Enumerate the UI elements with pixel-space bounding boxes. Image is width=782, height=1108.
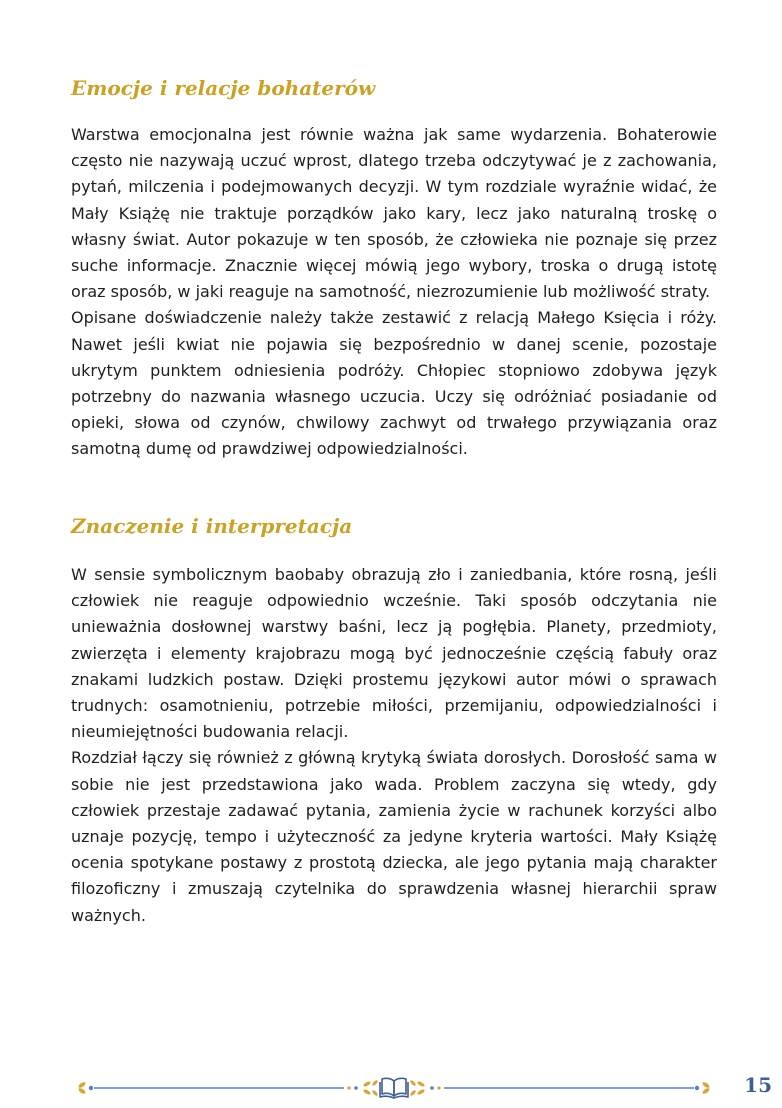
footer-ornament [76, 1072, 712, 1102]
section-title-emotions: Emocje i relacje bohaterów [71, 76, 376, 100]
section-title-interpretation: Znaczenie i interpretacja [71, 514, 353, 538]
leaf-sprig-left-icon [78, 1081, 87, 1095]
open-book-icon [380, 1078, 408, 1098]
leaf-sprig-right-icon [702, 1081, 711, 1095]
paragraph: Warstwa emocjonalna jest równie ważna jak same wydarzenia. Bohaterowie często nie nazywają uczuć wprost, dlatego trzeba odczytywać je z zachowania, pytań, milczenia i podejmowanych decyzji. W tym rozdziale wyraźnie widać, że Mały Książę nie traktuje porządków jako kary, lecz jako naturalną troskę o własny świat. Autor pokazuje w ten sposób, że człowieka nie poznaje się przez suche informacje. Znacznie więcej mówią jego wybory, troska o drugą istotę oraz sposób, w jaki reaguje na samotność, niezrozumienie lub możliwość straty. [71, 125, 717, 302]
section-body-interpretation [71, 562, 717, 929]
paragraph: W sensie symbolicznym baobaby obrazują zło i zaniedbania, które rosną, jeśli człowiek nie reaguje odpowiednio wcześnie. Taki sposób odczytania nie unieważnia dosłownej warstwy baśni, lecz ją pogłębia. Planety, przedmioty, zwierzęta i elementy krajobrazu mogą być jednocześnie częścią fabuły oraz znakami ludzkich postaw. Dzięki prostemu językowi autor mówi o sprawach trudnych: osamotnieniu, potrzebie miłości, przemijaniu, odpowiedzialności i nieumiejętności budowania relacji. [71, 565, 717, 742]
paragraph: Opisane doświadczenie należy także zestawić z relacją Małego Księcia i róży. Nawet jeśli kwiat nie pojawia się bezpośrednio w danej scenie, pozostaje ukrytym punktem odniesienia podróży. Chłopiec stopniowo zdobywa język potrzebny do nazwania własnego uczucia. Uczy się odróżniać posiadanie od opieki, słowa od czynów, chwilowy zachwyt od trwałego przywiązania oraz samotną dumę od prawdziwej odpowiedzialności. [71, 308, 717, 459]
paragraph: Rozdział łączy się również z główną krytyką świata dorosłych. Dorosłość sama w sobie nie jest przedstawiona jako wada. Problem zaczyna się wtedy, gdy człowiek przestaje zadawać pytania, zamienia życie w rachunek korzyści albo uznaje pozycję, tempo i użyteczność za jedyne kryteria wartości. Mały Książę ocenia spotykane postawy z prostotą dziecka, ale jego pytania mają charakter filozoficzny i zmuszają czytelnika do sprawdzenia własnej hierarchii spraw ważnych. [71, 748, 717, 925]
ornament-divider [76, 1072, 712, 1102]
section-body-emotions [71, 122, 717, 463]
page-number: 15 [744, 1073, 772, 1097]
